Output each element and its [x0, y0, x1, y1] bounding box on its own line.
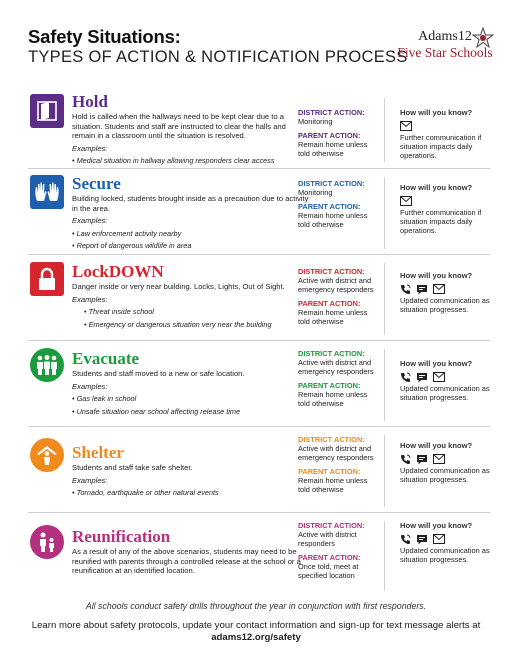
logo-tagline: Five Star Schools	[397, 45, 493, 60]
email-icon	[433, 284, 445, 294]
parent-action-label: PARENT ACTION:	[298, 467, 361, 476]
page-header	[28, 27, 498, 77]
how-know-text: Updated communication as situation progresses.	[400, 466, 490, 484]
examples-label: Examples:	[72, 381, 108, 391]
safety-link[interactable]: adams12.org/safety	[211, 632, 301, 643]
page-title: Safety Situations:	[28, 26, 181, 47]
example-item: • Unsafe situation near school affecting release time	[72, 406, 241, 416]
situation-name: LockDOWN	[72, 262, 164, 281]
parent-action-label: PARENT ACTION:	[298, 553, 361, 562]
district-action-label: DISTRICT ACTION:	[298, 435, 365, 444]
district-logo[interactable]	[392, 29, 498, 69]
district-action-value: Monitoring	[298, 188, 333, 197]
parent-action-value: Remain home unless told otherwise	[298, 476, 368, 494]
parent-action-value: Remain home unless told otherwise	[298, 308, 368, 326]
star-emblem-icon	[472, 27, 494, 49]
example-item: • Medical situation in hallway allowing responders clear access	[72, 156, 275, 165]
how-know-text: Updated communication as situation progresses.	[400, 384, 490, 402]
how-know-label: How will you know?	[400, 359, 473, 368]
examples-label: Examples:	[72, 143, 108, 153]
phone-icon	[400, 284, 411, 295]
how-know-label: How will you know?	[400, 183, 473, 192]
parent-action-label: PARENT ACTION:	[298, 131, 361, 140]
how-know-text: Updated communication as situation progresses.	[400, 546, 490, 564]
situation-description: Students and staff moved to a new or safe location.	[72, 369, 245, 378]
district-action-value: Monitoring	[298, 117, 333, 126]
situation-name: Reunification	[72, 527, 171, 546]
example-item: • Emergency or dangerous situation very near the building	[84, 319, 272, 329]
text-message-icon	[416, 372, 428, 383]
example-item: • Law enforcement activity nearby	[72, 228, 182, 238]
situation-description: Danger inside or very near building. Locks, Lights, Out of Sight.	[72, 282, 285, 291]
parent-action-label: PARENT ACTION:	[298, 299, 361, 308]
situation-name: Evacuate	[72, 349, 140, 368]
situation-row-hold	[28, 90, 490, 168]
hold-icon	[30, 94, 64, 128]
how-know-text: Updated communication as situation progresses.	[400, 296, 490, 314]
lock-icon	[30, 262, 64, 296]
how-know-label: How will you know?	[400, 108, 473, 117]
situation-row-shelter	[28, 426, 490, 512]
text-message-icon	[416, 284, 428, 295]
district-action-value: Active with district and emergency responders	[298, 276, 374, 294]
situation-name: Secure	[72, 174, 121, 193]
situations-table	[28, 90, 490, 596]
shelter-person-icon	[30, 438, 64, 472]
parent-action-value: Once told, meet at specified location	[298, 562, 359, 580]
parent-action-label: PARENT ACTION:	[298, 381, 361, 390]
situation-description: Students and staff take safe shelter.	[72, 463, 193, 472]
how-know-label: How will you know?	[400, 441, 473, 450]
phone-icon	[400, 454, 411, 465]
parent-action-value: Remain home unless told otherwise	[298, 390, 368, 408]
situation-name: Hold	[72, 92, 108, 111]
examples-label: Examples:	[72, 475, 108, 485]
phone-icon	[400, 534, 411, 545]
phone-icon	[400, 372, 411, 383]
district-action-label: DISTRICT ACTION:	[298, 521, 365, 530]
how-know-text: Further communication if situation impacts daily operations.	[400, 208, 482, 235]
district-action-label: DISTRICT ACTION:	[298, 108, 365, 117]
parent-action-value: Remain home unless told otherwise	[298, 140, 368, 158]
logo-name: Adams12	[418, 29, 472, 44]
parent-action-label: PARENT ACTION:	[298, 202, 361, 211]
situation-description: Building locked, students brought inside as a precaution due to activity in the area.	[72, 194, 309, 213]
district-action-label: DISTRICT ACTION:	[298, 179, 365, 188]
parent-action-value: Remain home unless told otherwise	[298, 211, 368, 229]
situation-row-evacuate	[28, 340, 490, 426]
email-icon	[433, 454, 445, 464]
example-item: • Threat inside school	[84, 307, 154, 316]
situation-description: As a result of any of the above scenarios, students may need to be reunified with parents through a controlled release at the school or a reunification at an identified location.	[72, 547, 301, 575]
examples-label: Examples:	[72, 216, 108, 225]
example-item: • Gas leak in school	[72, 394, 137, 403]
example-item: • Report of dangerous wildlife in area	[72, 241, 192, 250]
evacuate-people-icon	[30, 348, 64, 382]
situation-row-reunification	[28, 512, 490, 596]
how-know-label: How will you know?	[400, 271, 473, 280]
email-icon	[433, 372, 445, 382]
email-icon	[400, 196, 412, 206]
reunification-family-icon	[30, 525, 64, 559]
example-item: • Tornado, earthquake or other natural events	[72, 488, 219, 497]
email-icon	[400, 121, 412, 131]
email-icon	[433, 534, 445, 544]
examples-label: Examples:	[72, 294, 108, 304]
district-action-value: Active with district and emergency responders	[298, 358, 374, 376]
learn-more-text: Learn more about safety protocols, update your contact information and sign-up for text message alerts at	[31, 620, 481, 631]
page-subtitle: TYPES OF ACTION & NOTIFICATION PROCESS	[28, 48, 408, 66]
district-action-value: Active with district responders	[298, 530, 357, 548]
situation-name: Shelter	[72, 443, 124, 462]
district-action-label: DISTRICT ACTION:	[298, 349, 365, 358]
how-know-text: Further communication if situation impacts daily operations.	[400, 133, 482, 160]
text-message-icon	[416, 454, 428, 465]
how-know-label: How will you know?	[400, 521, 473, 530]
district-action-label: DISTRICT ACTION:	[298, 267, 365, 276]
situation-description: Hold is called when the hallways need to be kept clear due to a situation. Students and staff are instructed to clear the halls and remain in a classroom until the situation is resolved.	[72, 112, 286, 140]
situation-row-lockdown	[28, 254, 490, 340]
secure-hands-icon	[30, 175, 64, 209]
situation-row-secure	[28, 168, 490, 254]
district-action-value: Active with district and emergency responders	[298, 444, 374, 462]
drills-note: All schools conduct safety drills throughout the year in conjunction with first responders.	[85, 601, 427, 611]
text-message-icon	[416, 534, 428, 545]
